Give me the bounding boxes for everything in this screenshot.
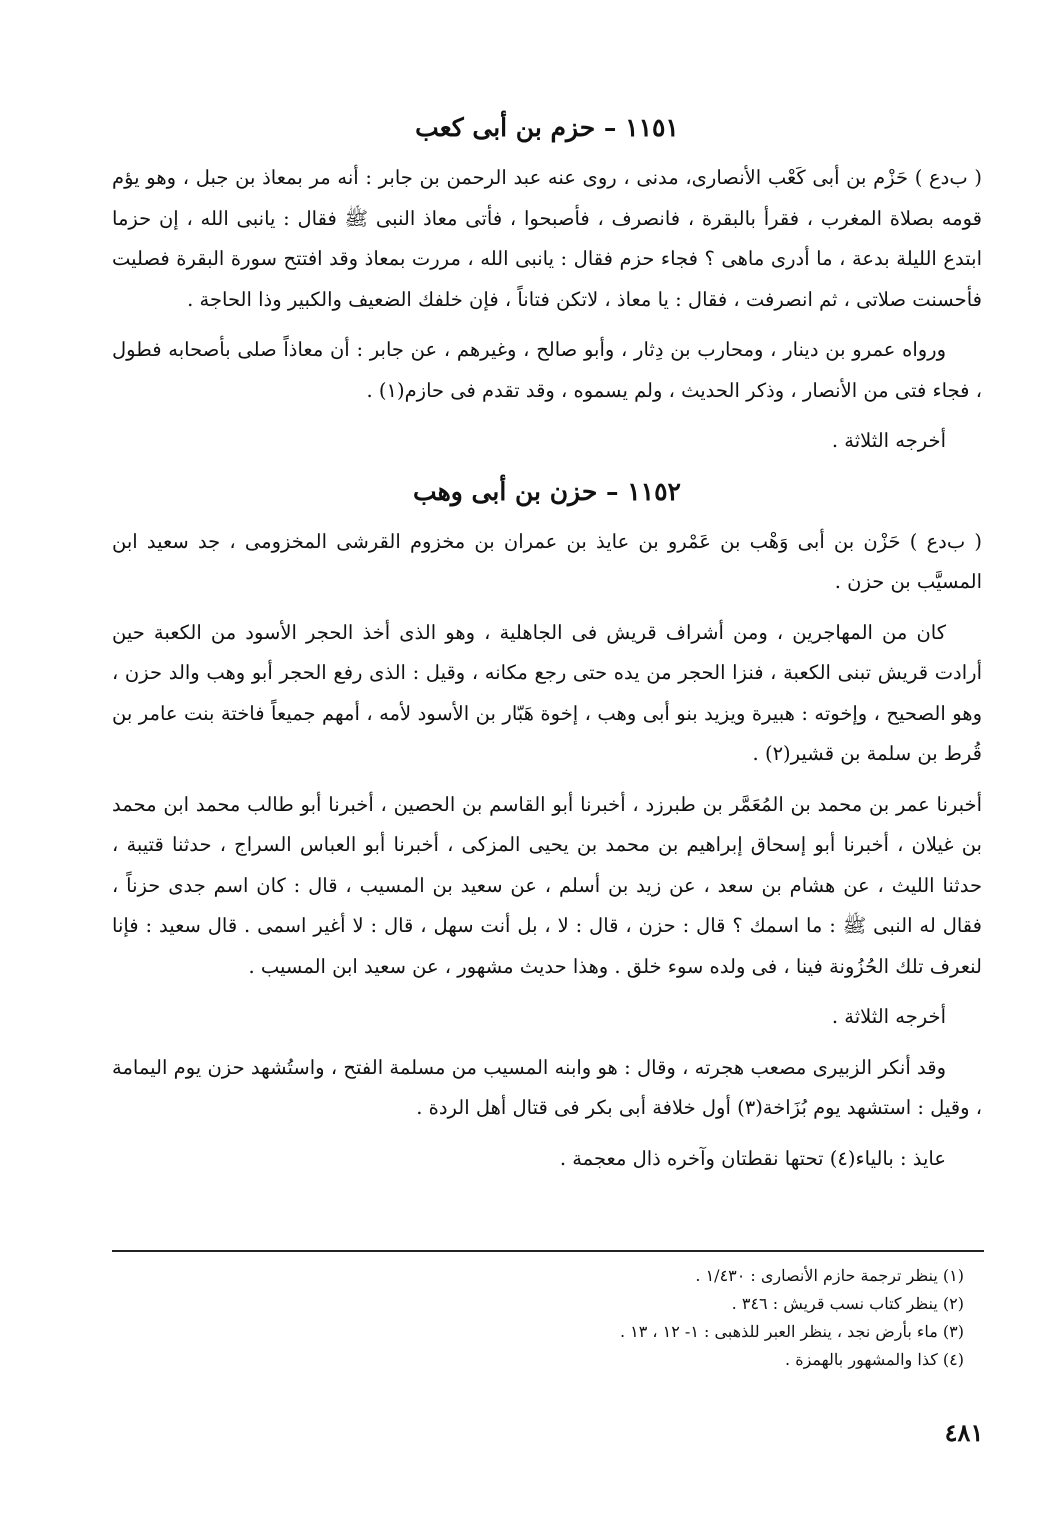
entry-1152-hadith: أخبرنا عمر بن محمد بن المُعَمَّر بن طبرزد ، أخبرنا أبو القاسم بن الحصين ، أخبرنا أبو طالب محمد ابن محمد بن غيلان ، أخبرنا أبو إسحاق إبراهيم بن محمد بن يحيى المزكى ، أخبرنا أبو العباس السراج ، حدثنا قتيبة ، حدثنا الليث ، عن هشام بن سعد ، عن زيد بن أسلم ، عن سعيد بن المسيب ، قال : كان اسم جدى حزناً ، فقال له النبى ﷺ : ما اسمك ؟ قال : حزن ، قال : لا ، بل أنت سهل ، قال : لا أغير اسمى . قال سعيد : فإنا لنعرف تلك الحُزُونة فينا ، فى ولده سوء خلق . وهذا حديث مشهور ، عن سعيد ابن المسيب . [112,792,982,978]
entry-1152-note: وقد أنكر الزبيرى مصعب هجرته ، وقال : هو وابنه المسيب من مسلمة الفتح ، واستُشهد حزن يوم اليمامة ، وقيل : استشهد يوم بُزَاخة(٣) أول خلافة أبى بكر فى قتال أهل الردة . [112,1055,982,1119]
entry-heading-1152: ١١٥٢ – حزن بن أبى وهب [413,476,681,506]
entry-1152-attribution: أخرجه الثلاثة . [831,1005,946,1028]
entry-heading-1151: ١١٥١ – حزم بن أبى كعب [415,113,679,142]
entry-1151-intro: ( ب‌دع ) حَزْم بن أبى كَعْب الأنصارى، مدنى ، روى عنه عبد الرحمن بن جابر : أنه مر بمعاذ بن جبل ، وهو يؤم قومه بصلاة المغرب ، فقرأ بالبقرة ، فانصرف ، فأصبحوا ، فأتى معاذ النبى ﷺ فقال : يانبى الله ، إن حزما ابتدع الليلة بدعة ، ما أدرى ماهى ؟ فجاء حزم فقال : يانبى الله ، مررت بمعاذ وقد افتتح سورة البقرة فصليت فأحسنت صلاتى ، ثم انصرفت ، فقال : يا معاذ ، لاتكن فتاناً ، فإن خلفك الضعيف والكبير وذا الحاجة . [112,166,982,311]
footnote-3: (٣) ماء بأرض نجد ، ينظر العبر للذهبى : ١- ١٢ ، ١٣ . [619,1322,964,1341]
footnote-divider [112,1250,984,1252]
page-number: ٤٨١ [944,1418,984,1447]
footnote-2: (٢) ينظر كتاب نسب قريش : ٣٤٦ . [731,1294,964,1313]
entry-1152-spelling: عايذ : بالياء(٤) تحتها نقطتان وآخره ذال معجمة . [559,1146,946,1170]
entry-1151-attribution: أخرجه الثلاثة . [831,429,946,452]
footnote-1: (١) ينظر ترجمة حازم الأنصارى : ١/٤٣٠ . [695,1266,964,1285]
entry-1151-narration: ورواه عمرو بن دينار ، ومحارب بن دِثار ، وأبو صالح ، وغيرهم ، عن جابر : أن معاذاً صلى بأصحابه فطول ، فجاء فتى من الأنصار ، وذكر الحديث ، ولم يسموه ، وقد تقدم فى حازم(١) . [112,338,982,402]
page-body [112,100,982,1189]
entry-1152-intro: ( ب‌دع ) حَزْن بن أبى وَهْب بن عَمْرو بن عايذ بن عمران بن مخزوم القرشى المخزومى ، جد سعيد ابن المسيَّب بن حزن . [112,529,982,593]
entry-1152-biography: كان من المهاجرين ، ومن أشراف قريش فى الجاهلية ، وهو الذى أخذ الحجر الأسود من الكعبة حين أرادت قريش تبنى الكعبة ، فنزا الحجر من يده حتى رجع مكانه ، وقيل : الذى رفع الحجر أبو وهب والد حزن ، وهو الصحيح ، وإخوته : هبيرة ويزيد بنو أبى وهب ، إخوة هَبّار بن الأسود لأمه ، أمهم جميعاً فاختة بنت عامر بن قُرط بن سلمة بن قشير(٢) . [112,620,982,765]
footnotes [340,1262,970,1374]
footnote-4: (٤) كذا والمشهور بالهمزة . [785,1350,964,1369]
